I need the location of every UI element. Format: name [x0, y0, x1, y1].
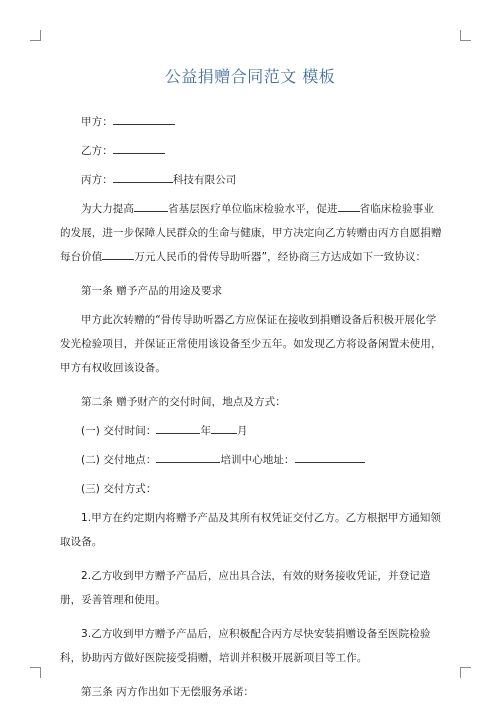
delivery-time-label: (一) 交付时间：: [81, 425, 157, 437]
place-blank: [156, 450, 220, 463]
party-c-blank: [113, 170, 173, 183]
corner-mark-bottom-right: [460, 667, 471, 678]
training-address-blank: [295, 450, 365, 463]
corner-mark-top-right: [460, 30, 471, 41]
document-body: [60, 110, 442, 709]
party-c-line: [60, 168, 442, 192]
corner-mark-bottom-left: [30, 667, 41, 678]
delivery-method-line: (三) 交付方式：: [81, 483, 157, 495]
corner-mark-top-left: [30, 30, 41, 41]
article-1-title: 第一条 赠予产品的用途及要求: [81, 285, 223, 297]
intro-text-3: 省临床检验事业的发展，进一步保障人民群众的生命与健康，甲方决定向乙方转赠由丙方自愿捐赠每台价值: [60, 203, 442, 263]
article-2-title: 第二条 赠予财产的交付时间，地点及方式：: [81, 396, 286, 408]
party-b-blank: [113, 141, 165, 154]
party-a-blank: [113, 112, 175, 125]
delivery-place-label: (二) 交付地点：: [81, 454, 157, 466]
month-blank: [211, 421, 237, 434]
party-a-label: 甲方：: [81, 116, 113, 128]
article-1-body: 甲方此次转赠的“骨传导助听器乙方应保证在接收到捐赠设备后积极开展化学发光检验项目，并保证正常使用该设备至少五年。如发现乙方将设备闲置未使用，甲方有权收回该设备。: [60, 314, 442, 374]
province-blank-1: [134, 199, 168, 212]
year-blank: [156, 421, 200, 434]
method-item-1: 1.甲方在约定期内将赠予产品及其所有权凭证交付乙方。乙方根据甲方通知领取设备。: [60, 512, 442, 548]
intro-text-2: 省基层医疗单位临床检验水平，促进: [168, 203, 338, 215]
training-address-label: 培训中心地址：: [220, 454, 295, 466]
method-item-2: 2.乙方收到甲方赠予产品后，应出具合法，有效的财务接收凭证，并登记造册，妥善管理和使用。: [60, 570, 431, 606]
year-label: 年: [200, 425, 212, 437]
province-blank-2: [338, 199, 360, 212]
delivery-time-line: [60, 419, 442, 443]
article-3-title: 第三条 丙方作出如下无偿服务承诺：: [81, 686, 255, 698]
intro-paragraph: [60, 197, 442, 269]
intro-text-4: 万元人民币的骨传导助听器”，经协商三方达成如下一致协议：: [134, 251, 427, 263]
delivery-place-line: [60, 448, 442, 472]
method-item-3: 3.乙方收到甲方赠予产品后，应积极配合丙方尽快安装捐赠设备至医院检验科，协助丙方做好医院接受捐赠，培训并积极开展新项目等工作。: [60, 628, 431, 664]
value-blank: [102, 247, 134, 260]
month-label: 月: [237, 425, 248, 437]
party-a-line: [60, 110, 442, 134]
party-c-suffix: 科技有限公司: [172, 174, 237, 186]
party-c-label: 丙方：: [81, 174, 113, 186]
party-b-line: [60, 139, 442, 163]
intro-text-1: 为大力提高: [81, 203, 134, 215]
document-title: 公益捐赠合同范文 模板: [164, 67, 336, 86]
party-b-label: 乙方：: [81, 145, 113, 157]
